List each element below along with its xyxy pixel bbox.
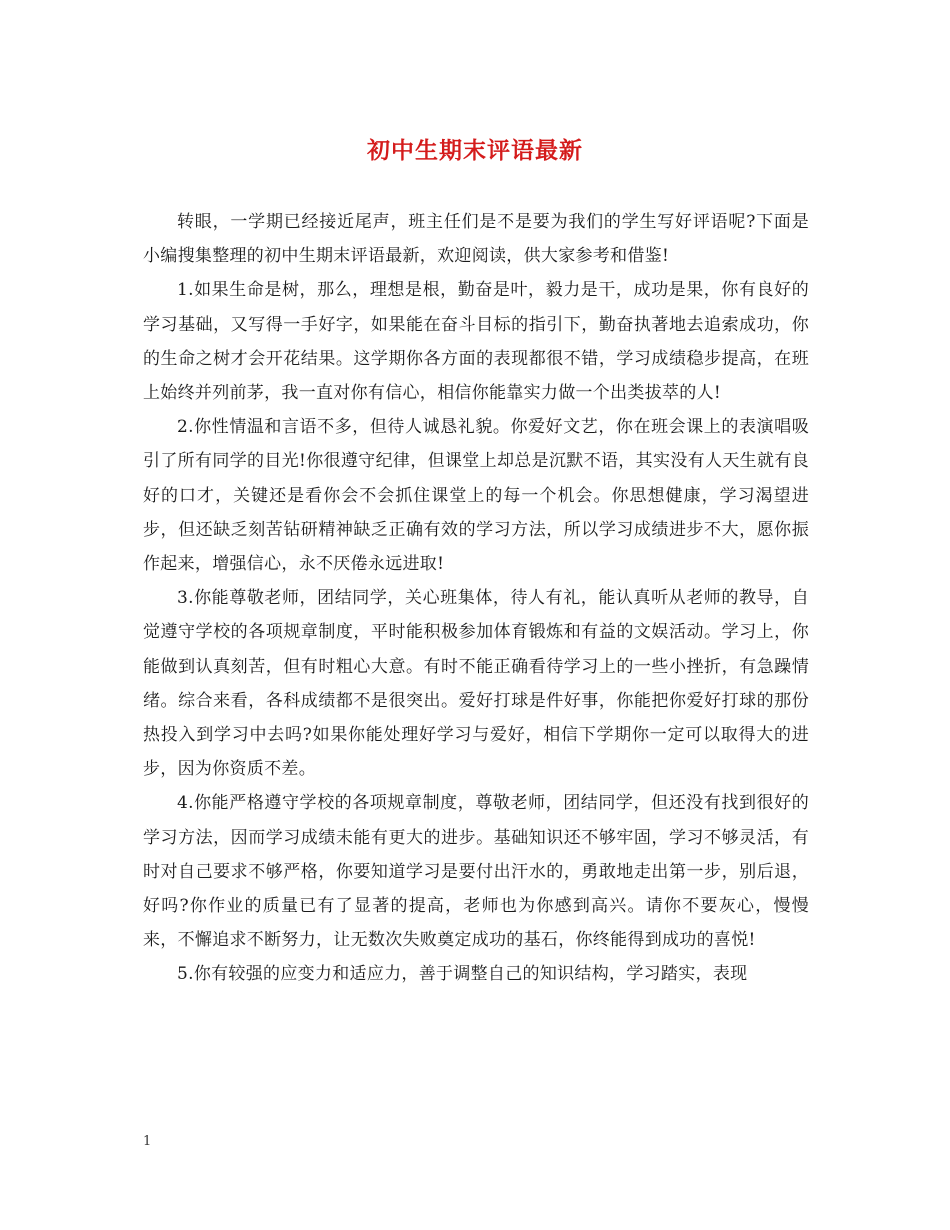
- intro-paragraph: 转眼，一学期已经接近尾声，班主任们是不是要为我们的学生写好评语呢?下面是小编搜集整理的初中生期末评语最新，欢迎阅读，供大家参考和借鉴!: [143, 212, 809, 267]
- document-title: 初中生期末评语最新: [367, 137, 583, 164]
- comment-paragraph-3: 3.你能尊敬老师，团结同学，关心班集体，待人有礼，能认真听从老师的教导，自觉遵守学校的各项规章制度，平时能积极参加体育锻炼和有益的文娱活动。学习上，你能做到认真刻苦，但有时粗心大意。有时不能正确看待学习上的一些小挫折，有急躁情绪。综合来看，各科成绩都不是很突出。爱好打球是件好事，你能把你爱好打球的那份热投入到学习中去吗?如果你能处理好学习与爱好，相信下学期你一定可以取得大的进步，因为你资质不差。: [143, 588, 809, 780]
- document-body: [143, 205, 809, 992]
- comment-paragraph-5: 5.你有较强的应变力和适应力，善于调整自己的知识结构，学习踏实，表现: [177, 964, 748, 985]
- comment-paragraph-4: 4.你能严格遵守学校的各项规章制度，尊敬老师，团结同学，但还没有找到很好的学习方法，因而学习成绩未能有更大的进步。基础知识还不够牢固，学习不够灵活，有时对自己要求不够严格，你要知道学习是要付出汗水的，勇敢地走出第一步，别后退，好吗?你作业的质量已有了显著的提高，老师也为你感到高兴。请你不要灰心，慢慢来，不懈追求不断努力，让无数次失败奠定成功的基石，你终能得到成功的喜悦!: [143, 793, 809, 951]
- comment-paragraph-2: 2.你性情温和言语不多，但待人诚恳礼貌。你爱好文艺，你在班会课上的表演唱吸引了所有同学的目光!你很遵守纪律，但课堂上却总是沉默不语，其实没有人天生就有良好的口才，关键还是看你会不会抓住课堂上的每一个机会。你思想健康，学习渴望进步，但还缺乏刻苦钻研精神缺乏正确有效的学习方法，所以学习成绩进步不大，愿你振作起来，增强信心，永不厌倦永远进取!: [143, 417, 809, 575]
- page-number: 1: [143, 1134, 152, 1149]
- comment-paragraph-1: 1.如果生命是树，那么，理想是根，勤奋是叶，毅力是干，成功是果，你有良好的学习基础，又写得一手好字，如果能在奋斗目标的指引下，勤奋执著地去追索成功，你的生命之树才会开花结果。这学期你各方面的表现都很不错，学习成绩稳步提高，在班上始终并列前茅，我一直对你有信心，相信你能靠实力做一个出类拔萃的人!: [143, 280, 809, 404]
